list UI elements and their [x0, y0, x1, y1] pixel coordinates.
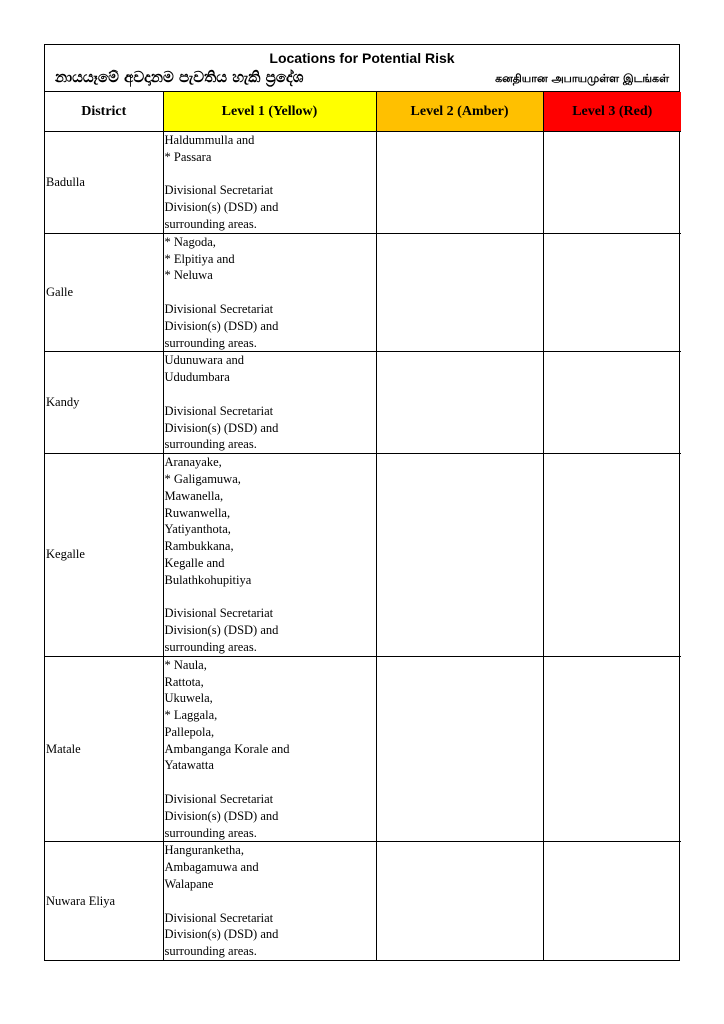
area-line: Division(s) (DSD) and: [164, 420, 279, 435]
title-sinhala: නායයෑමේ අවදානම පැවතිය හැකි ප්‍රදේශ: [55, 68, 304, 86]
area-line: * Nagoda,: [164, 234, 216, 249]
area-line: Mawanella,: [164, 488, 224, 503]
area-line: [165, 774, 376, 791]
area-line: [165, 284, 376, 301]
area-line: [165, 893, 376, 910]
level-3-cell: [543, 352, 681, 454]
area-line: Division(s) (DSD) and: [164, 318, 279, 333]
area-line: Bulathkohupitiya: [164, 572, 252, 587]
area-line: surrounding areas.: [164, 437, 257, 452]
area-line: Pallepola,: [164, 724, 215, 739]
area-line: Ambagamuwa and: [164, 860, 259, 875]
area-line: * Galigamuwa,: [164, 471, 241, 486]
area-line: surrounding areas.: [164, 335, 257, 350]
level-2-cell: [376, 233, 543, 352]
area-line: Divisional Secretariat: [164, 183, 274, 198]
area-line: surrounding areas.: [164, 639, 257, 654]
area-line: * Neluwa: [164, 268, 213, 283]
area-line: surrounding areas.: [164, 216, 257, 231]
level-2-cell: [376, 352, 543, 454]
area-line: Division(s) (DSD) and: [164, 927, 279, 942]
title-block: [45, 45, 679, 92]
table-body: [45, 132, 681, 961]
district-cell: Kegalle: [45, 454, 163, 657]
district-cell: Matale: [45, 656, 163, 842]
title-tamil: கனதியான அபாயமுள்ள இடங்கள்: [495, 72, 669, 85]
area-line: Rambukkana,: [164, 539, 234, 554]
table-row: [45, 454, 681, 657]
title-english: Locations for Potential Risk: [269, 50, 455, 66]
risk-table: [45, 92, 681, 960]
area-line: [165, 589, 376, 606]
level-2-cell: [376, 454, 543, 657]
header-level-2: Level 2 (Amber): [376, 92, 543, 132]
area-line: Haldummulla and: [164, 133, 255, 147]
area-line: Division(s) (DSD) and: [164, 200, 279, 215]
area-line: Divisional Secretariat: [164, 301, 274, 316]
district-cell: Galle: [45, 233, 163, 352]
area-line: Ukuwela,: [164, 691, 213, 706]
area-line: * Elpitiya and: [164, 251, 235, 266]
table-row: [45, 233, 681, 352]
area-line: Aranayake,: [164, 455, 222, 470]
area-line: Kegalle and: [164, 555, 225, 570]
level-2-cell: [376, 842, 543, 960]
area-line: * Naula,: [164, 657, 207, 672]
area-line: Rattota,: [164, 674, 204, 689]
level-1-cell: [163, 132, 376, 234]
area-line: Divisional Secretariat: [164, 403, 274, 418]
area-line: Walapane: [164, 877, 214, 892]
level-1-cell: [163, 454, 376, 657]
area-line: Hanguranketha,: [164, 843, 244, 858]
area-line: Ambanganga Korale and: [164, 741, 290, 756]
header-level-3: Level 3 (Red): [543, 92, 681, 132]
area-line: * Laggala,: [164, 708, 218, 723]
table-row: [45, 656, 681, 842]
area-line: Udunuwara and: [164, 353, 244, 368]
district-cell: Badulla: [45, 132, 163, 234]
district-cell: Kandy: [45, 352, 163, 454]
area-line: Division(s) (DSD) and: [164, 623, 279, 638]
risk-sheet: [44, 44, 680, 961]
area-line: Divisional Secretariat: [164, 792, 274, 807]
level-1-cell: [163, 233, 376, 352]
level-3-cell: [543, 842, 681, 960]
area-line: [165, 166, 376, 183]
level-2-cell: [376, 132, 543, 234]
level-1-cell: [163, 842, 376, 960]
level-1-cell: [163, 656, 376, 842]
area-line: surrounding areas.: [164, 944, 257, 959]
level-2-cell: [376, 656, 543, 842]
level-3-cell: [543, 132, 681, 234]
area-line: surrounding areas.: [164, 825, 257, 840]
area-line: Divisional Secretariat: [164, 910, 274, 925]
area-line: Yatawatta: [164, 758, 214, 773]
area-line: [165, 386, 376, 403]
table-row: [45, 842, 681, 960]
table-row: [45, 132, 681, 234]
level-3-cell: [543, 454, 681, 657]
level-3-cell: [543, 233, 681, 352]
area-line: * Passara: [164, 149, 212, 164]
area-line: Division(s) (DSD) and: [164, 808, 279, 823]
district-cell: Nuwara Eliya: [45, 842, 163, 960]
header-row: [45, 92, 681, 132]
level-3-cell: [543, 656, 681, 842]
table-row: [45, 352, 681, 454]
header-district: District: [45, 92, 163, 132]
area-line: Divisional Secretariat: [164, 606, 274, 621]
area-line: Ruwanwella,: [164, 505, 231, 520]
area-line: Ududumbara: [164, 370, 230, 385]
level-1-cell: [163, 352, 376, 454]
header-level-1: Level 1 (Yellow): [163, 92, 376, 132]
area-line: Yatiyanthota,: [164, 522, 231, 537]
